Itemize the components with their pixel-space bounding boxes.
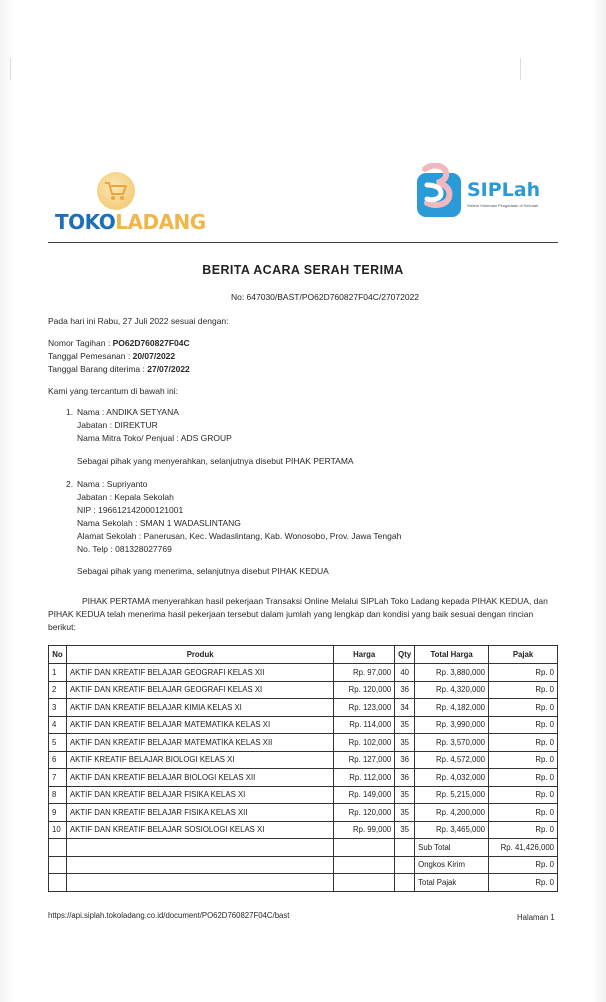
cell-harga: Rp. 99,000	[334, 821, 395, 839]
cell-harga: Rp. 149,000	[334, 786, 395, 804]
table-row	[49, 786, 558, 804]
table-header-row	[49, 646, 558, 664]
cell-pajak: Rp. 0	[489, 681, 558, 699]
cell-qty: 36	[395, 751, 415, 769]
cell-pajak: Rp. 0	[489, 786, 558, 804]
party-one-role: Sebagai pihak yang menyerahkan, selanjutnya disebut PIHAK PERTAMA	[77, 456, 354, 466]
table-row	[49, 664, 558, 682]
signatories-intro: Kami yang tercantum di bawah ini:	[48, 386, 178, 396]
column-header-no: No	[49, 646, 67, 664]
subtotal-value: Rp. 41,426,000	[489, 839, 558, 857]
cell-produk: AKTIF DAN KREATIF BELAJAR MATEMATIKA KELAS XI	[66, 716, 333, 734]
cell-no: 2	[49, 681, 67, 699]
cell-no: 9	[49, 804, 67, 822]
cell-harga: Rp. 120,000	[334, 804, 395, 822]
cell-no: 8	[49, 786, 67, 804]
cell-produk: AKTIF DAN KREATIF BELAJAR FISIKA KELAS XI	[66, 786, 333, 804]
cell-harga: Rp. 97,000	[334, 664, 395, 682]
cell-pajak: Rp. 0	[489, 734, 558, 752]
subtotal-label: Sub Total	[415, 839, 489, 857]
cell-qty: 35	[395, 716, 415, 734]
scan-mark	[520, 58, 521, 80]
cell-produk: AKTIF DAN KREATIF BELAJAR MATEMATIKA KELAS XII	[66, 734, 333, 752]
party-two-name: Nama : Supriyanto	[77, 479, 148, 489]
cell-qty: 35	[395, 821, 415, 839]
cell-qty: 35	[395, 734, 415, 752]
cell-pajak: Rp. 0	[489, 804, 558, 822]
cell-harga: Rp. 102,000	[334, 734, 395, 752]
order-date: 20/07/2022	[132, 351, 176, 361]
received-date-line: Tanggal Barang diterima : 27/07/2022	[48, 364, 190, 374]
shopping-cart-icon	[97, 172, 135, 210]
siplah-tagline: Sistem Informasi Pengadaan di Sekolah	[467, 203, 539, 208]
cell-no: 6	[49, 751, 67, 769]
cell-produk: AKTIF DAN KREATIF BELAJAR GEOGRAFI KELAS XI	[66, 681, 333, 699]
party-two-position: Jabatan : Kepala Sekolah	[77, 492, 174, 502]
cell-qty: 35	[395, 786, 415, 804]
page-number: Halaman 1	[517, 913, 555, 922]
cell-no: 5	[49, 734, 67, 752]
footer-url: https://api.siplah.tokoladang.co.id/document/PO62D760827F04C/bast	[48, 911, 290, 920]
party-two-role: Sebagai pihak yang menerima, selanjutnya disebut PIHAK KEDUA	[77, 566, 329, 576]
siplah-s-icon	[415, 163, 463, 219]
invoice-number: PO62D760827F04C	[112, 338, 190, 348]
cell-no: 1	[49, 664, 67, 682]
party-two-nip: NIP : 196612142000121001	[77, 505, 184, 515]
cell-total: Rp. 4,572,000	[415, 751, 489, 769]
party-two-school: Nama Sekolah : SMAN 1 WADASLINTANG	[77, 518, 241, 528]
cell-qty: 35	[395, 804, 415, 822]
cell-pajak: Rp. 0	[489, 716, 558, 734]
party-one-name: Nama : ANDIKA SETYANA	[77, 407, 179, 417]
cell-harga: Rp. 112,000	[334, 769, 395, 787]
cell-harga: Rp. 127,000	[334, 751, 395, 769]
siplah-logo	[415, 163, 565, 219]
party-two-phone: No. Telp : 081328027769	[77, 544, 172, 554]
shipping-row	[49, 856, 558, 874]
tax-row	[49, 874, 558, 892]
cell-harga: Rp. 123,000	[334, 699, 395, 717]
cell-total: Rp. 4,032,000	[415, 769, 489, 787]
cell-qty: 36	[395, 681, 415, 699]
table-row	[49, 769, 558, 787]
party-one-position: Jabatan : DIREKTUR	[77, 420, 158, 430]
tax-label: Total Pajak	[415, 874, 489, 892]
cell-produk: AKTIF DAN KREATIF BELAJAR BIOLOGI KELAS XII	[66, 769, 333, 787]
party-one-partner: Nama Mitra Toko/ Penjual : ADS GROUP	[77, 433, 232, 443]
opening-text: Pada hari ini Rabu, 27 Juli 2022 sesuai dengan:	[48, 316, 229, 326]
cell-total: Rp. 4,200,000	[415, 804, 489, 822]
cell-total: Rp. 3,990,000	[415, 716, 489, 734]
scan-mark	[10, 58, 11, 80]
items-table	[48, 645, 558, 892]
column-header-produk: Produk	[66, 646, 333, 664]
table-row	[49, 734, 558, 752]
siplah-wordmark: SIPLah	[467, 179, 541, 201]
tokoladang-logo	[55, 172, 206, 237]
cell-total: Rp. 3,880,000	[415, 664, 489, 682]
cell-produk: AKTIF DAN KREATIF BELAJAR KIMIA KELAS XI	[66, 699, 333, 717]
cell-pajak: Rp. 0	[489, 699, 558, 717]
cell-produk: AKTIF DAN KREATIF BELAJAR SOSIOLOGI KELAS XI	[66, 821, 333, 839]
cell-no: 7	[49, 769, 67, 787]
table-row	[49, 804, 558, 822]
handover-paragraph: PIHAK PERTAMA menyerahkan hasil pekerjaan Transaksi Online Melalui SIPLah Toko Ladang kepada PIHAK KEDUA, dan PIHAK KEDUA telah menerima hasil pekerjaan tersebut dalam jumlah yang lengkap dan kondisi yang baik sesuai dengan rincian berikut:	[48, 596, 548, 632]
column-header-harga: Harga	[334, 646, 395, 664]
cell-produk: AKTIF DAN KREATIF BELAJAR FISIKA KELAS XII	[66, 804, 333, 822]
cell-pajak: Rp. 0	[489, 769, 558, 787]
order-date-line: Tanggal Pemesanan : 20/07/2022	[48, 351, 176, 361]
party-one-index: 1.	[66, 407, 74, 417]
cell-harga: Rp. 120,000	[334, 681, 395, 699]
cell-total: Rp. 5,215,000	[415, 786, 489, 804]
cell-pajak: Rp. 0	[489, 664, 558, 682]
cell-pajak: Rp. 0	[489, 821, 558, 839]
cell-qty: 40	[395, 664, 415, 682]
tokoladang-wordmark: TOKOLADANG	[55, 210, 206, 234]
cell-harga: Rp. 114,000	[334, 716, 395, 734]
party-two-index: 2.	[66, 479, 74, 489]
received-date: 27/07/2022	[147, 364, 190, 374]
cell-qty: 34	[395, 699, 415, 717]
column-header-qty: Qty	[395, 646, 415, 664]
cell-total: Rp. 4,182,000	[415, 699, 489, 717]
subtotal-row	[49, 839, 558, 857]
cell-total: Rp. 3,465,000	[415, 821, 489, 839]
cell-no: 3	[49, 699, 67, 717]
shipping-value: Rp. 0	[489, 856, 558, 874]
invoice-line: Nomor Tagihan : PO62D760827F04C	[48, 338, 190, 348]
cell-no: 4	[49, 716, 67, 734]
cell-total: Rp. 3,570,000	[415, 734, 489, 752]
cell-qty: 36	[395, 769, 415, 787]
shipping-label: Ongkos Kirim	[415, 856, 489, 874]
column-header-pajak: Pajak	[489, 646, 558, 664]
cell-produk: AKTIF KREATIF BELAJAR BIOLOGI KELAS XI	[66, 751, 333, 769]
header-divider	[48, 242, 558, 243]
tax-value: Rp. 0	[489, 874, 558, 892]
party-two-address: Alamat Sekolah : Panerusan, Kec. Wadaslintang, Kab. Wonosobo, Prov. Jawa Tengah	[77, 531, 402, 541]
document-number: No: 647030/BAST/PO62D760827F04C/27072022	[230, 292, 420, 302]
table-row	[49, 699, 558, 717]
table-row	[49, 716, 558, 734]
cell-total: Rp. 4,320,000	[415, 681, 489, 699]
column-header-total-harga: Total Harga	[415, 646, 489, 664]
cell-produk: AKTIF DAN KREATIF BELAJAR GEOGRAFI KELAS XII	[66, 664, 333, 682]
cell-no: 10	[49, 821, 67, 839]
table-row	[49, 821, 558, 839]
cell-pajak: Rp. 0	[489, 751, 558, 769]
table-row	[49, 681, 558, 699]
document-title: BERITA ACARA SERAH TERIMA	[202, 263, 404, 277]
table-row	[49, 751, 558, 769]
